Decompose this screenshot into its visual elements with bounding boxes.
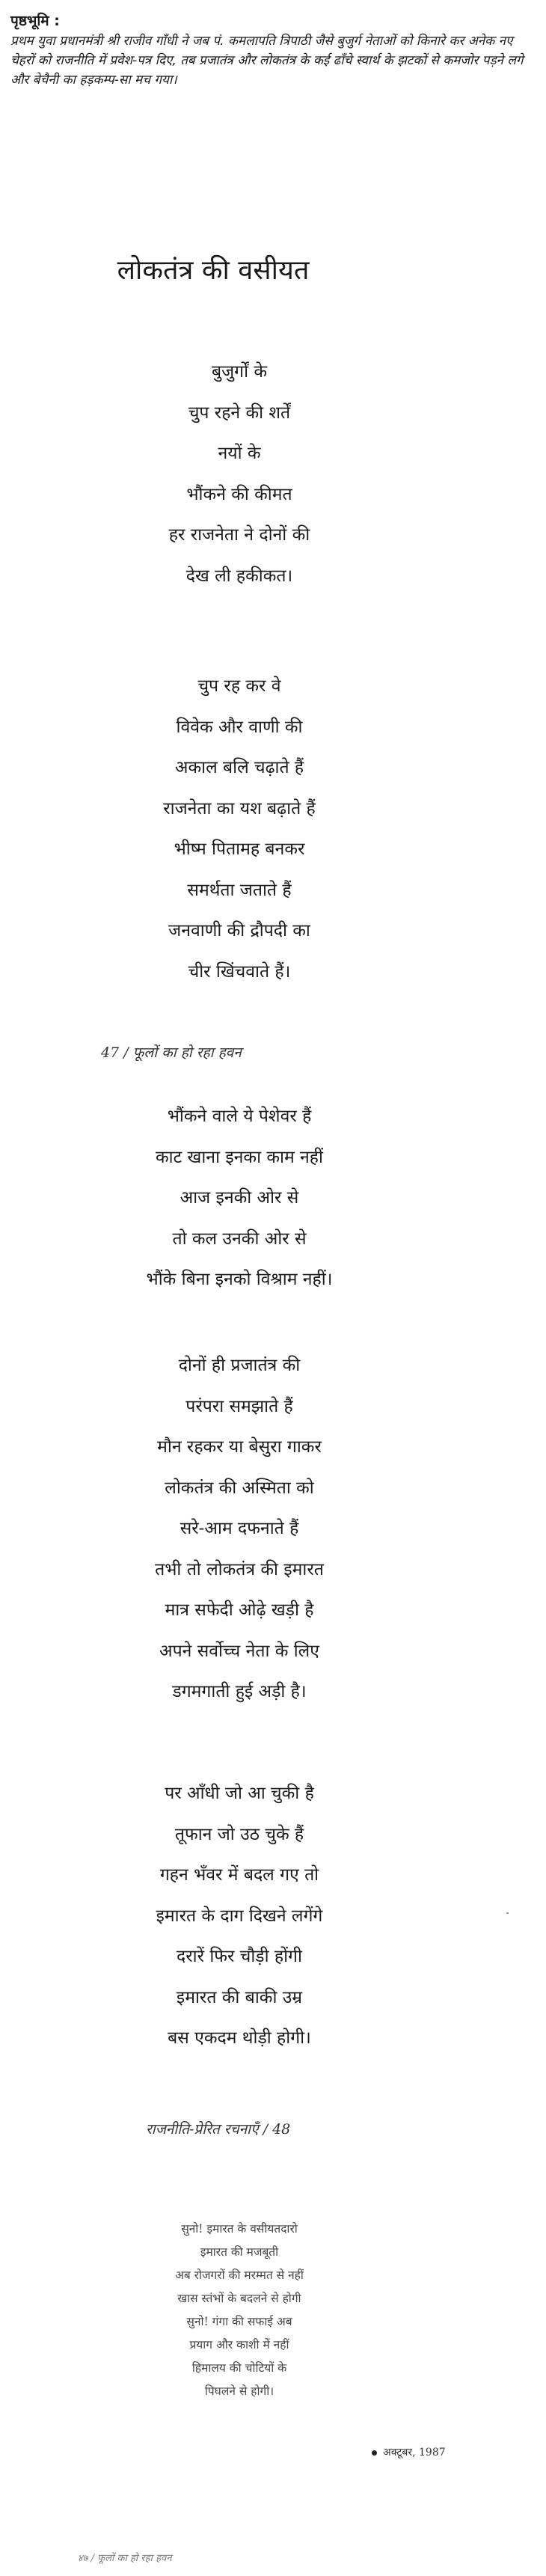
- poem-line: चुप रहने की शर्तें: [188, 403, 291, 423]
- poem-line: काट खाना इनका काम नहीं: [156, 1147, 323, 1167]
- poem-line: इमारत की बाकी उम्र: [176, 1987, 303, 2007]
- poem-line: तो कल उनकी ओर से: [172, 1229, 307, 1249]
- poem-line: नयों के: [218, 444, 261, 463]
- closing-line: सुनो! गंगा की सफाई अब: [186, 2315, 292, 2328]
- stanza-5: [0, 1773, 512, 2059]
- poem-line: अकाल बलि चढ़ाते हैं: [174, 758, 304, 777]
- poem-line: मौन रहकर या बेसुरा गाकर: [157, 1437, 322, 1457]
- poem-line: समर्थता जताते हैं: [187, 880, 292, 900]
- poem-line: देख ली हकीकत।: [185, 566, 293, 586]
- poem-line: भौंकने की कीमत: [186, 484, 292, 504]
- poem-line: डगमगाती हुई अड़ी है।: [172, 1682, 307, 1701]
- closing-line: खास स्तंभों के बदलने से होगी: [177, 2292, 301, 2305]
- poem-line: परंपरा समझाते हैं: [185, 1396, 293, 1416]
- poem-line: सरे-आम दफनाते हैं: [180, 1519, 299, 1538]
- stanza-2: [0, 666, 512, 992]
- bullet-icon: [372, 2450, 377, 2456]
- poem-line: हर राजनेता ने दोनों की: [168, 525, 310, 545]
- poem-line: मात्र सफेदी ओढ़े खड़ी है: [165, 1600, 314, 1620]
- page-footer-bottom: ४७ / फूलों का हो रहा हवन: [78, 2553, 172, 2564]
- poem-line: राजनेता का यश बढ़ाते हैं: [163, 798, 316, 819]
- poem-line: भीष्म पितामह बनकर: [174, 839, 305, 859]
- poem-line: चुप रह कर वे: [197, 676, 281, 696]
- poem-title: लोकतंत्र की वसीयत: [117, 255, 310, 286]
- poem-line: जनवाणी की द्रौपदी का: [168, 921, 310, 940]
- closing-stanza: [0, 2218, 512, 2403]
- poem-line: बुजुर्गों के: [211, 362, 268, 382]
- poem-line: दरारें फिर चौड़ी होंगी: [177, 1947, 302, 1966]
- poem-line: गहन भँवर में बदल गए तो: [159, 1865, 319, 1885]
- closing-line: इमारत की मजबूती: [200, 2245, 279, 2259]
- poem-line: चीर खिंचवाते हैं।: [188, 961, 291, 982]
- poem-line: बस एकदम थोड़ी होगी।: [168, 2028, 311, 2048]
- background-heading: पृष्ठभूमि :: [10, 13, 60, 29]
- date-text: अक्टूबर, 1987: [383, 2447, 446, 2459]
- poem-line: विवेक और वाणी की: [176, 717, 303, 737]
- poem-line: इमारत के दाग दिखने लगेंगे: [156, 1906, 323, 1926]
- page-footer-47: 47 / फूलों का हो रहा हवन: [101, 1044, 242, 1061]
- poem-line: पर आँधी जो आ चुकी है: [165, 1784, 314, 1803]
- poem-line: लोकतंत्र की अस्मिता को: [165, 1478, 314, 1498]
- stanza-3: [0, 1096, 512, 1300]
- closing-line: प्रयाग और काशी में नहीं: [189, 2338, 289, 2352]
- page-footer-48: राजनीति-प्रेरित रचनाएँ / 48: [146, 2121, 291, 2138]
- poem-line: तभी तो लोकतंत्र की इमारत: [155, 1559, 324, 1579]
- closing-line: सुनो! इमारत के वसीयतदारो: [181, 2222, 298, 2236]
- closing-line: हिमालय की चोटियों के: [191, 2361, 287, 2375]
- poem-line: आज इनकी ओर से: [180, 1188, 299, 1208]
- background-paragraph: प्रथम युवा प्रधानमंत्री श्री राजीव गाँधी ने जब पं. कमलापति त्रिपाठी जैसे बुजुर्ग नेताओं को किनारे कर अनेक नए चेहरों को राजनीति में प्रवेश-पत्र दिए, तब प्रजातंत्र और लोकतंत्र के कई ढाँचे स्वार्थ के झटकों से कमजोर पड़ने लगे और बेचैनी का हड़कम्प-सा मच गया।: [10, 34, 524, 88]
- poem-line: भौंकने वाले ये पेशेवर हैं: [167, 1107, 312, 1126]
- poem-line: तूफान जो उठ चुके हैं: [174, 1824, 304, 1844]
- stanza-4: [0, 1345, 512, 1713]
- stanza-1: [0, 352, 512, 596]
- poem-line: भौंके बिना इनको विश्राम नहीं।: [146, 1270, 333, 1289]
- closing-line: पिघलने से होगी।: [204, 2384, 274, 2398]
- margin-mark: [506, 1912, 509, 1914]
- poem-line: दोनों ही प्रजातंत्र की: [178, 1356, 301, 1375]
- poem-line: अपने सर्वोच्च नेता के लिए: [159, 1641, 319, 1661]
- closing-line: अब रोजगरों की मरम्मत से नहीं: [175, 2268, 304, 2282]
- poem-date: [372, 2445, 446, 2459]
